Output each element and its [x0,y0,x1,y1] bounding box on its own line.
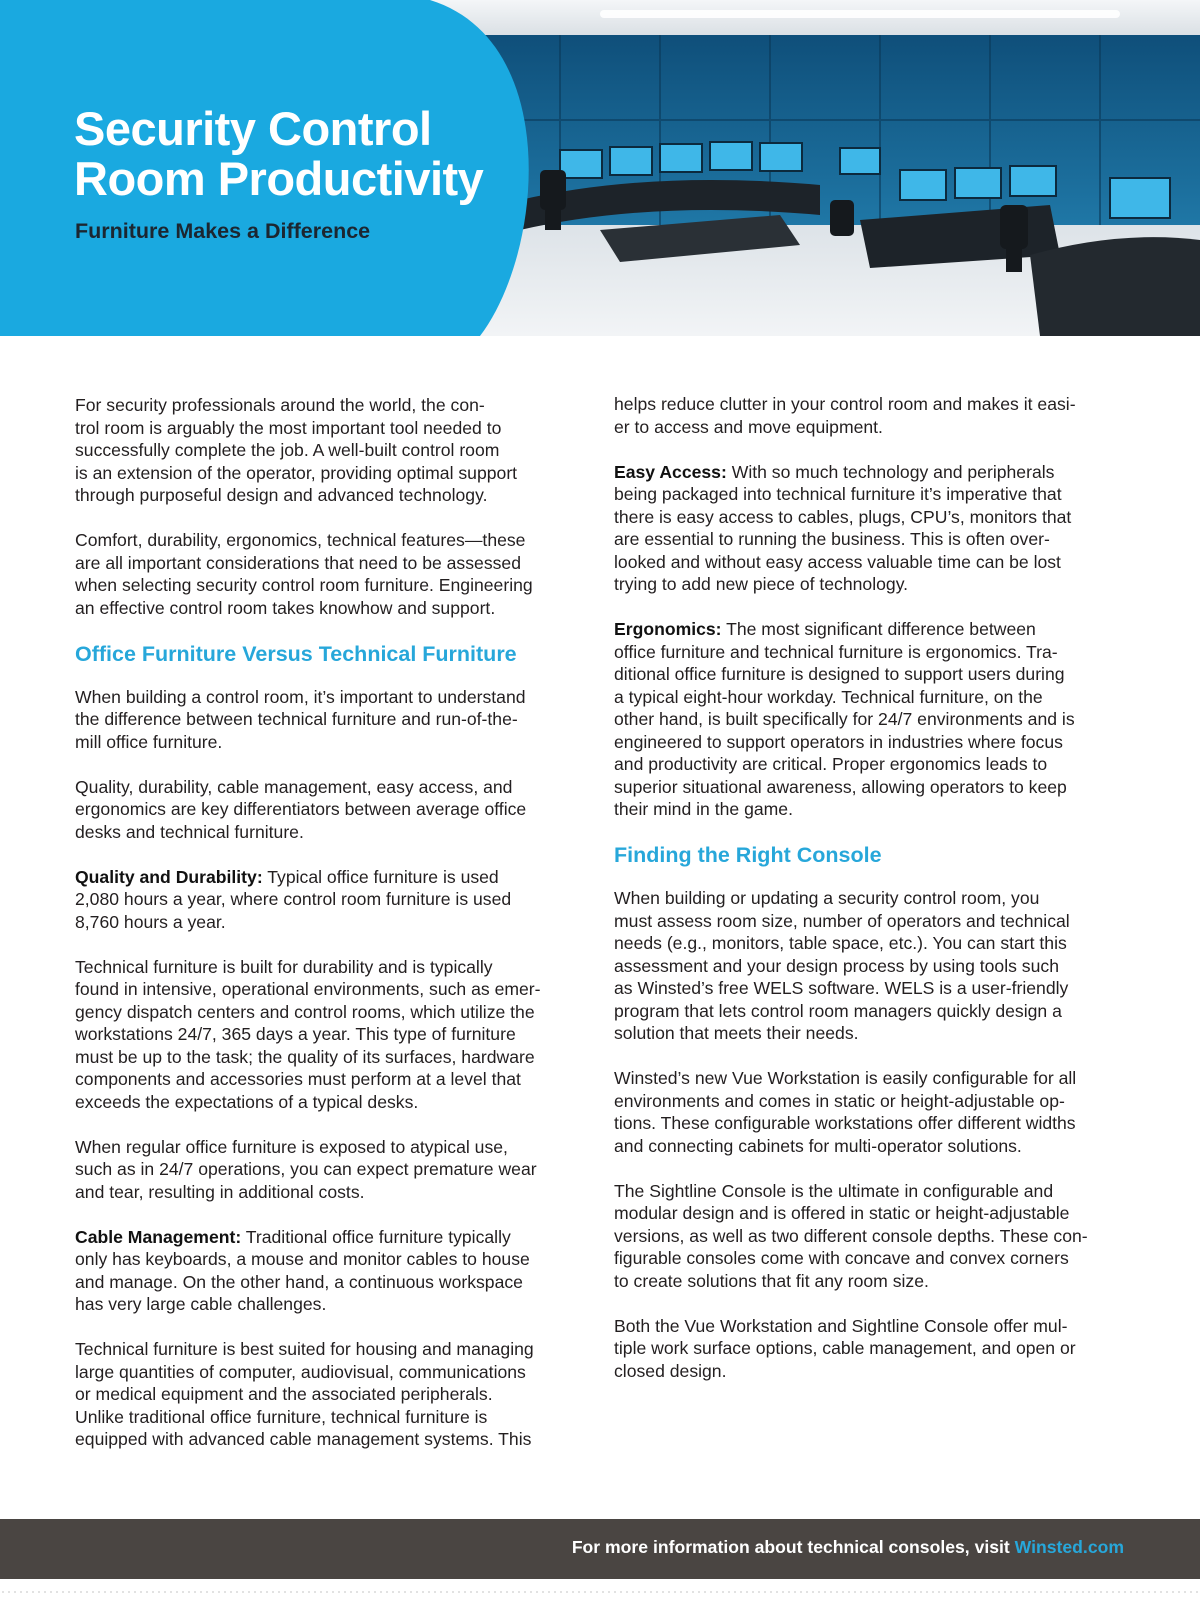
text-line: Comfort, durability, ergonomics, technical features—these [75,530,526,550]
text-line: components and accessories must perform at a level that [75,1069,521,1089]
text-line: when selecting security control room furniture. Engineering [75,575,533,595]
title-line-2: Room Productivity [74,152,484,205]
text-line: are essential to running the business. This is often over- [614,529,1050,549]
text-line: 8,760 hours a year. [75,911,226,932]
text-line: superior situational awareness, allowing operators to keep [614,776,1067,797]
text-line: trol room is arguably the most important tool needed to [75,417,502,438]
ergonomics-paragraph [614,618,1134,821]
text-line: other hand, is built specifically for 24/7 environments and is [614,709,1075,729]
text-line: the difference between technical furniture and run-of-the- [75,709,518,729]
page-title [74,104,514,204]
text-line: For security professionals around the world, the con- [75,395,485,415]
footer-cta [572,1537,1124,1558]
text-line: successfully complete the job. A well-built control room [75,440,500,460]
atypical-use-paragraph [75,1136,580,1204]
housing-paragraph [75,1338,580,1451]
easy-access-paragraph [614,461,1134,596]
section-heading-right-console: Finding the Right Console [614,843,882,867]
text-line: large quantities of computer, audiovisual, communications [75,1361,526,1382]
text-line: exceeds the expectations of a typical desks. [75,1091,419,1112]
text-line: equipped with advanced cable management systems. This [75,1429,532,1449]
text-line: ditional office furniture is designed to support users during [614,664,1065,684]
text-line: tiple work surface options, cable management, and open or [614,1338,1076,1358]
text-line: an effective control room takes knowhow and support. [75,597,496,618]
text-line: has very large cable challenges. [75,1294,327,1314]
text-line: helps reduce clutter in your control room and makes it easi- [614,394,1076,414]
section-heading-office-vs-technical: Office Furniture Versus Technical Furniture [75,641,517,666]
building-paragraph [75,686,580,754]
ergonomics-label: Ergonomics: [614,619,722,639]
text-line: found in intensive, operational environments, such as emer- [75,979,541,999]
text-line: and productivity are critical. Proper ergonomics leads to [614,754,1048,774]
page-subtitle: Furniture Makes a Difference [75,219,371,243]
text-line: looked and without easy access valuable time can be lost [614,551,1061,572]
text-line: desks and technical furniture. [75,821,304,842]
text-line: as Winsted’s free WELS software. WELS is a user-friendly [614,978,1069,998]
text-line: and tear, resulting in additional costs. [75,1181,365,1202]
hero-banner [0,0,1200,336]
text-line: versions, as well as two different console depths. These con- [614,1225,1088,1246]
text-line: When building or updating a security control room, you [614,888,1040,908]
text-line: When building a control room, it’s important to understand [75,686,526,707]
text-line: office furniture and technical furniture is ergonomics. Tra- [614,641,1058,662]
text-line: a typical eight-hour workday. Technical furniture, on the [614,686,1043,707]
text-line: or medical equipment and the associated peripherals. [75,1384,493,1404]
text-line: their mind in the game. [614,799,793,819]
winsted-link[interactable]: Winsted.com [1014,1537,1124,1557]
text-line: gency dispatch centers and control rooms, which utilize the [75,1001,535,1022]
text-line [614,618,1134,641]
considerations-paragraph [75,529,580,619]
text-line: assessment and your design process by using tools such [614,955,1059,976]
text-run: With so much technology and peripherals [726,461,1055,482]
text-line: is an extension of the operator, providing optimal support [75,462,518,483]
right-column [614,393,1134,1405]
cable-management-label: Cable Management: [75,1226,242,1247]
text-line: tions. These configurable workstations offer different widths [614,1113,1076,1133]
text-line: needs (e.g., monitors, table space, etc.). You can start this [614,933,1067,953]
text-line: to create solutions that fit any room size. [614,1270,929,1291]
updating-paragraph [614,887,1134,1045]
text-line: environments and comes in static or height-adjustable op- [614,1090,1065,1111]
text-line: are all important considerations that need to be assessed [75,552,521,573]
quality-durability-label: Quality and Durability: [75,866,263,887]
text-line: 2,080 hours a year, where control room furniture is used [75,889,512,909]
text-line: Technical furniture is built for durability and is typically [75,956,493,977]
text-line: figurable consoles come with concave and convex corners [614,1248,1069,1268]
text-line: closed design. [614,1360,727,1381]
text-line: solution that meets their needs. [614,1023,859,1043]
text-line: ergonomics are key differentiators between average office [75,799,527,819]
text-line: through purposeful design and advanced technology. [75,485,488,505]
text-line: Quality, durability, cable management, easy access, and [75,776,513,797]
text-line: When regular office furniture is exposed to atypical use, [75,1136,508,1157]
easy-access-label: Easy Access: [614,461,727,482]
vue-workstation-paragraph [614,1067,1134,1157]
title-line-1: Security Control [74,102,432,155]
sightline-console-paragraph [614,1180,1134,1293]
text-line: and connecting cabinets for multi-operator solutions. [614,1135,1022,1156]
text-line: must be up to the task; the quality of its surfaces, hardware [75,1046,535,1067]
text-line: workstations 24/7, 365 days a year. This type of furniture [75,1024,516,1044]
text-line: Both the Vue Workstation and Sightline Console offer mul- [614,1315,1068,1336]
differentiators-paragraph [75,776,580,844]
text-line: The Sightline Console is the ultimate in configurable and [614,1180,1054,1201]
text-line: program that lets control room managers quickly design a [614,1000,1062,1021]
dotted-divider [0,1591,1200,1593]
text-line [75,1226,580,1249]
text-line: er to access and move equipment. [614,416,883,437]
footer-text: For more information about technical consoles, visit [571,1537,1015,1557]
text-line: and manage. On the other hand, a continuous workspace [75,1271,523,1292]
text-line [75,866,580,889]
text-line: Technical furniture is best suited for housing and managing [75,1339,534,1359]
text-line: modular design and is offered in static or height-adjustable [614,1203,1070,1223]
intro-paragraph [75,394,580,507]
text-line [614,461,1134,484]
text-line: mill office furniture. [75,731,223,752]
continued-paragraph [614,393,1134,438]
text-line: such as in 24/7 operations, you can expect premature wear [75,1159,537,1179]
left-column [75,394,580,1473]
text-line: must assess room size, number of operators and technical [614,910,1070,931]
technical-built-paragraph [75,956,580,1114]
text-line: engineered to support operators in industries where focus [614,731,1063,752]
text-line: there is easy access to cables, plugs, CPU’s, monitors that [614,506,1072,527]
both-products-paragraph [614,1315,1134,1383]
text-line: only has keyboards, a mouse and monitor cables to house [75,1249,530,1269]
text-line: Winsted’s new Vue Workstation is easily configurable for all [614,1068,1077,1088]
text-line: Unlike traditional office furniture, technical furniture is [75,1406,488,1427]
text-line: trying to add new piece of technology. [614,574,909,594]
text-run: Typical office furniture is used [262,866,499,887]
text-run: Traditional office furniture typically [241,1226,511,1247]
cable-management-paragraph [75,1226,580,1316]
quality-durability-paragraph [75,866,580,934]
text-run: The most significant difference between [721,619,1036,639]
text-line: being packaged into technical furniture it’s imperative that [614,484,1062,504]
footer-bar [0,1519,1200,1579]
